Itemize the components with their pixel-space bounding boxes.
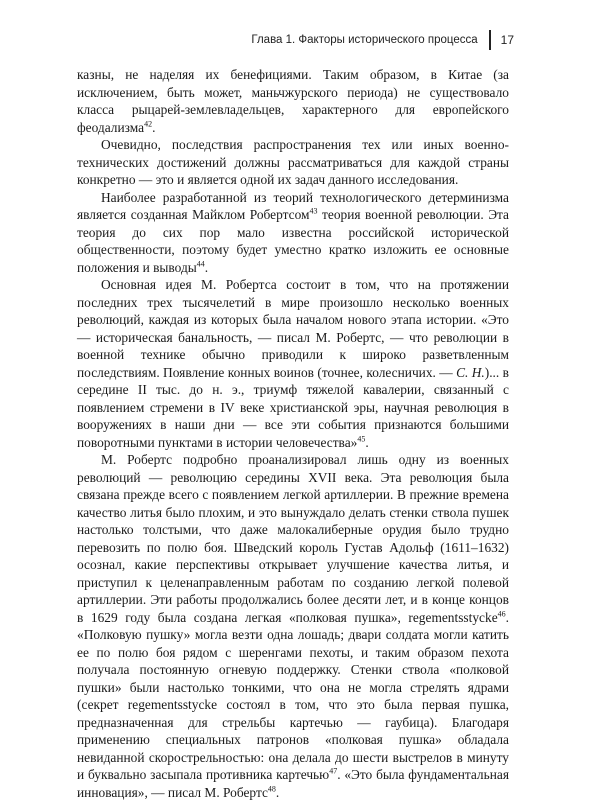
paragraph-1 <box>77 66 509 136</box>
text-run: Основная идея М. Робертса состоит в том, что на протяжении последних трех тысячелетий в мире произошло несколько военных революций, каждая из которых была началом нового этапа истории. «Это — историческая банальность, — писал М. Робертс, — что революции в военной технике обычно приводили к широко разветвленным последствиям. Появление конных воинов (точнее, колесничих. — <box>77 277 509 380</box>
footnote-ref: 42 <box>144 119 153 129</box>
italic-initials: С. Н. <box>456 364 485 380</box>
paragraph-2 <box>77 136 509 189</box>
footnote-ref: 47 <box>329 766 338 776</box>
text-run: Наиболее разработанной из теорий технологического детерминизма является созданная Майклом Робертсом <box>77 189 509 222</box>
footnote-ref: 46 <box>497 609 506 619</box>
paragraph-5 <box>77 451 509 801</box>
text-run: . <box>152 119 156 135</box>
paragraph-4 <box>77 276 509 451</box>
text-run: Очевидно, последствия распространения тех или иных военно-технических достижений должны рассматриваться для каждой страны конкретно — это и является одной их задач данного исследования. <box>77 137 509 187</box>
text-run: . «Это была фундаментальная инновация», — писал М. Робертс <box>77 767 509 800</box>
text-run: )... в середине II тыс. до н. э., триумф тяжелой кавалерии, связанный с появлением стремени в IV веке христианской эры, научная революция в вооружениях в наши дни — все эти события признаются большими поворотными пунктами в истории человечества» <box>77 364 509 450</box>
footnote-ref: 44 <box>196 259 205 269</box>
text-run: . «Полковую пушку» могла везти одна лошадь; двари солдата могли катить ее по полю боя рядом с шеренгами пехоты, и таким образом пехота получала постоянную огневую поддержку. Стенки ствола «полковой пушки» были настолько тонкими, что она не могла стрелять ядрами (секрет regementsstycke состоял в том, что это была первая пушка, предназначенная для стрельбы картечью — гаубица). Благодаря применению специальных патронов «полковая пушка» обладала невиданной скорострельностью: она делала до шести выстрелов в минуту и буквально засыпала противника картечью <box>77 609 509 782</box>
text-run: теория военной революции. Эта теория до сих пор мало известна российской исторической общественности, поэтому будет уместно кратко изложить ее основные положения и выводы <box>77 207 509 275</box>
footnote-ref: 43 <box>309 206 318 216</box>
footnote-ref: 48 <box>267 784 276 794</box>
text-run: . <box>204 259 209 275</box>
footnote-ref: 45 <box>357 434 366 444</box>
body-text <box>77 66 509 801</box>
text-run: казны, не наделяя их бенефициями. Таким образом, в Китае (за исключением, быть может, маньчжурского периода) не существовало класса рыцарей-землевладельцев, характерного для европейского феодализма <box>77 67 509 135</box>
running-header <box>251 30 514 50</box>
text-run: М. Робертс подробно проанализировал лишь одну из военных революций — революцию середины XVII века. Эта революция была связана прежде всего с появлением легкой артиллерии. В прежние времена качество литья было плохим, и это вынуждало делать стенки ствола пушек настолько толстыми, что даже малокалиберные орудия было трудно перевозить по полю боя. Шведский король Густав Адольф (1611–1632) осознал, какие перспективы открывает улучшение качества литья, и приступил к целенаправленным работам по созданию легкой полевой артиллерии. Эти работы продолжались более десяти лет, и в конце концов в 1629 году была создана легкая «полковая пушка», regementsstycke <box>77 452 509 625</box>
header-divider <box>489 30 491 50</box>
text-run: . <box>365 434 369 450</box>
text-run: . <box>275 784 280 800</box>
page-number: 17 <box>500 33 514 47</box>
chapter-title: Глава 1. Факторы исторического процесса <box>251 34 478 46</box>
paragraph-3 <box>77 189 509 277</box>
